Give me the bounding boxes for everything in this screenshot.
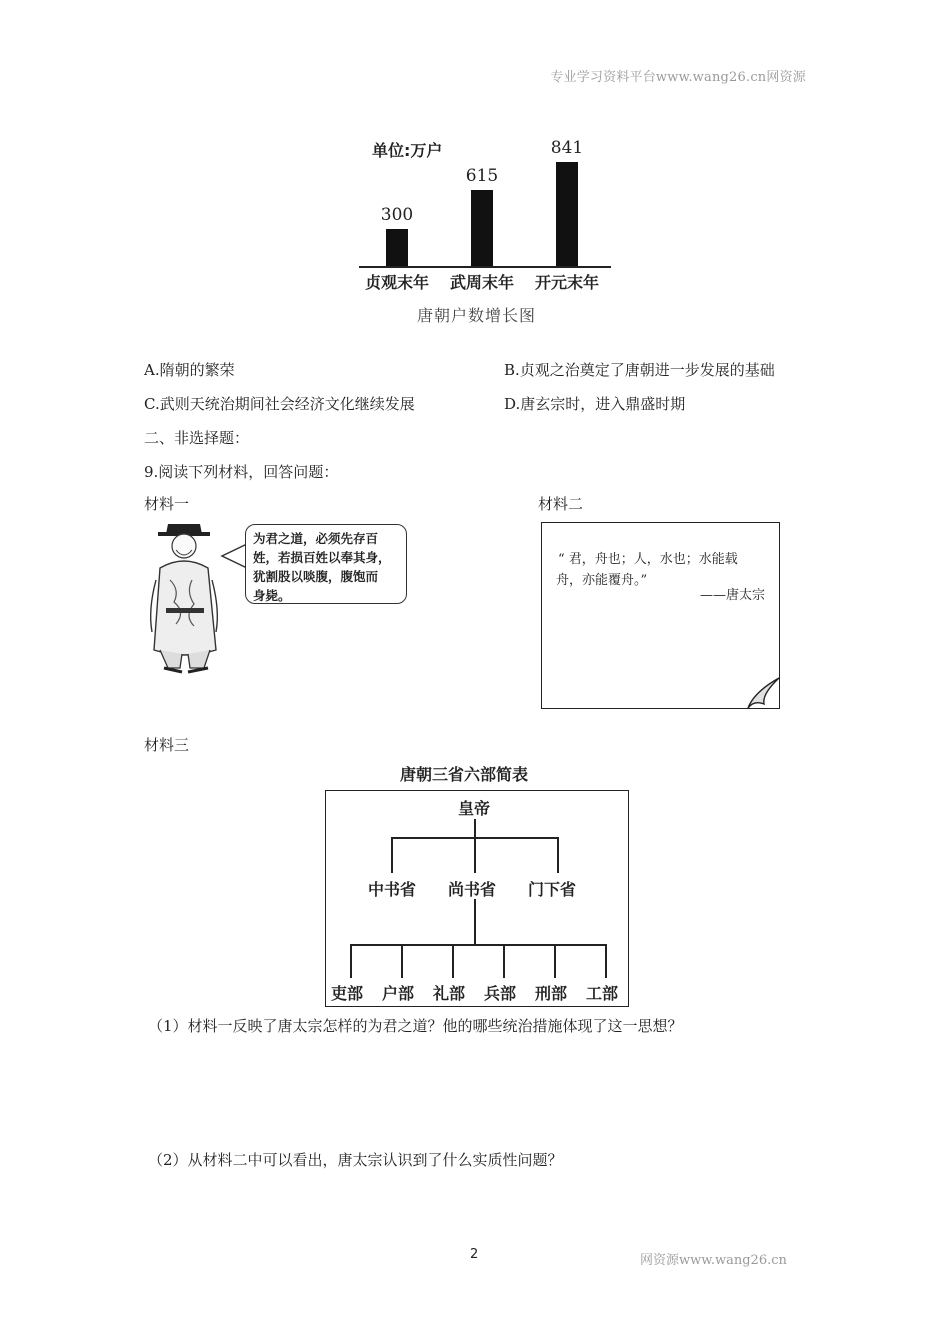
material1-label: 材料一 <box>144 495 190 513</box>
chart-unit-label: 单位:万户 <box>372 141 443 160</box>
question-stem: 9.阅读下列材料，回答问题： <box>144 463 339 481</box>
org-ministry-xing: 刑部 <box>535 984 568 1003</box>
quote-line-1: “ 君，舟也；人，水也；水能载 <box>558 552 738 567</box>
option-d: D.唐玄宗时，进入鼎盛时期 <box>504 395 686 413</box>
section-title: 二、非选择题： <box>144 429 250 447</box>
chart-bar <box>386 229 408 266</box>
footer-watermark: 网资源www.wang26.cn <box>640 1253 787 1268</box>
org-emperor: 皇帝 <box>458 799 491 818</box>
emperor-figure-illustration <box>146 520 224 675</box>
header-watermark: 专业学习资料平台www.wang26.cn网资源 <box>550 70 806 85</box>
page-curl-icon <box>740 674 782 710</box>
chart-category-label: 贞观末年 <box>364 273 429 292</box>
org-chart <box>325 790 629 1007</box>
speech-line-1: 为君之道，必须先存百 <box>253 531 379 546</box>
chart-title: 唐朝户数增长图 <box>417 306 537 325</box>
material2-label: 材料二 <box>538 495 584 513</box>
org-province-shangshu: 尚书省 <box>448 880 497 899</box>
chart-value-label: 841 <box>550 138 584 158</box>
chart-value-label: 615 <box>465 165 499 186</box>
chart-bar <box>471 190 493 266</box>
chart-value-label: 300 <box>380 204 414 225</box>
quote-attribution: ——唐太宗 <box>699 588 765 603</box>
sub-question-1: （1）材料一反映了唐太宗怎样的为君之道？他的哪些统治措施体现了这一思想？ <box>148 1017 683 1035</box>
speech-line-2: 姓，若损百姓以奉其身， <box>253 550 391 565</box>
quote-line-2: 舟，亦能覆舟。” <box>556 573 648 588</box>
org-ministry-bing: 兵部 <box>484 984 517 1003</box>
org-ministry-hu: 户部 <box>382 984 415 1003</box>
org-chart-title: 唐朝三省六部简表 <box>400 765 529 784</box>
option-a: A.隋朝的繁荣 <box>144 361 235 379</box>
option-c: C.武则天统治期间社会经济文化继续发展 <box>144 395 415 413</box>
speech-line-3: 犹割股以啖腹，腹饱而 <box>253 569 379 584</box>
org-ministry-li-rites: 礼部 <box>433 984 466 1003</box>
speech-bubble <box>245 524 407 604</box>
org-ministry-gong: 工部 <box>586 984 619 1003</box>
chart-category-label: 开元末年 <box>534 273 599 292</box>
chart-bar <box>556 162 578 266</box>
household-chart <box>355 135 615 330</box>
org-province-menxia: 门下省 <box>528 880 577 899</box>
page-number: 2 <box>470 1247 479 1262</box>
material3-label: 材料三 <box>144 736 190 754</box>
sub-question-2: （2）从材料二中可以看出，唐太宗认识到了什么实质性问题？ <box>148 1151 563 1169</box>
speech-bubble-pointer <box>220 542 248 572</box>
org-province-zhongshu: 中书省 <box>368 880 417 899</box>
speech-line-4: 身毙。 <box>253 588 291 603</box>
chart-category-label: 武周末年 <box>449 273 514 292</box>
option-b: B.贞观之治奠定了唐朝进一步发展的基础 <box>504 361 775 379</box>
chart-baseline <box>359 266 611 268</box>
org-ministry-li-personnel: 吏部 <box>331 984 364 1003</box>
